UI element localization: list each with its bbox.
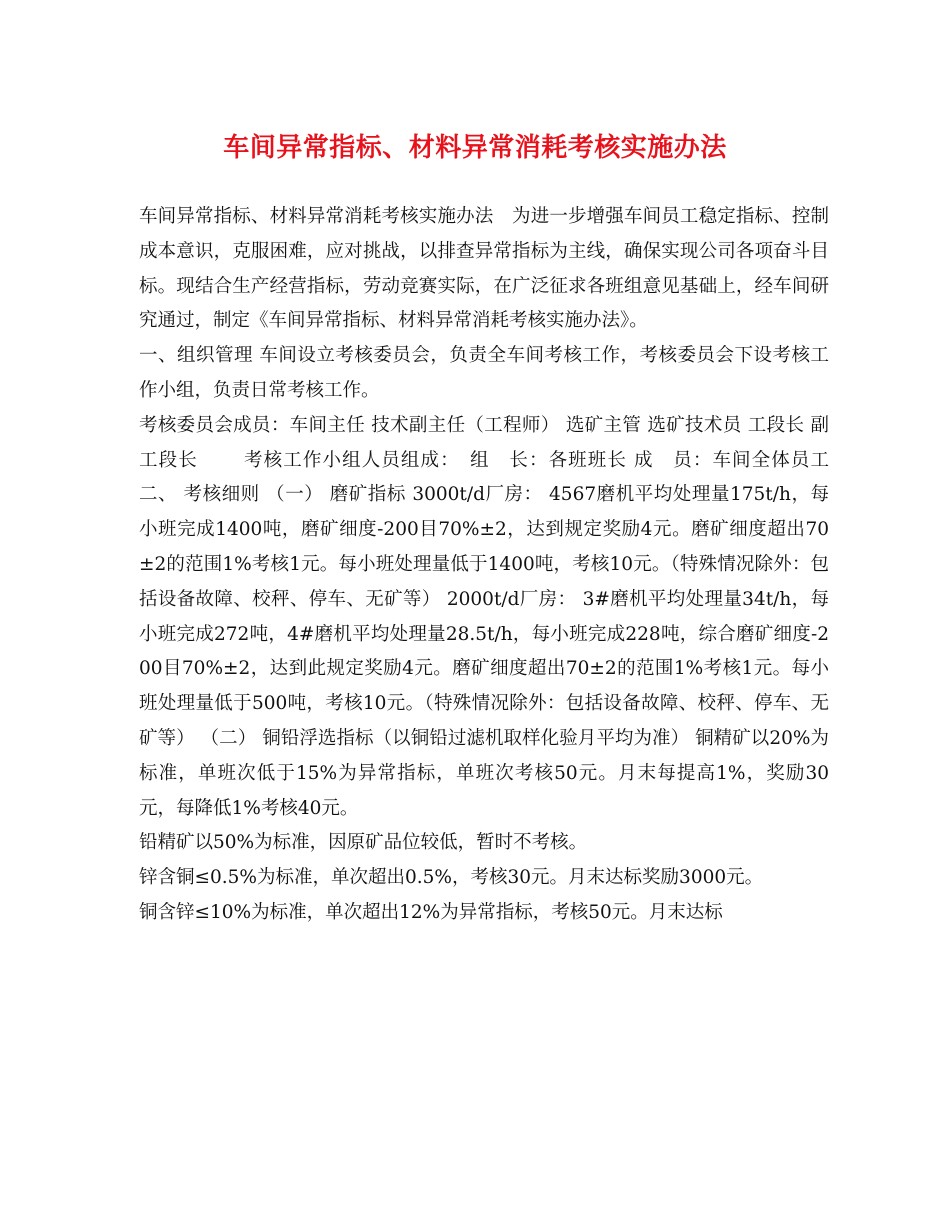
paragraph-copper-zinc: 铜含锌≤10%为标准，单次超出12%为异常指标，考核50元。月末达标	[139, 901, 723, 923]
document-body	[139, 200, 829, 931]
paragraph-assessment-details: 考核委员会成员：车间主任 技术副主任（工程师） 选矿主管 选矿技术员 工段长 副工段长 考核工作小组人员组成： 组 长：各班班长 成 员：车间全体员工 二、 考核细则 （一） 磨矿指标 3000t/d厂房： 4567磨机平均处理量175t/h，每小班完成1400吨，磨矿细度-200目70%±2，达到规定奖励4元。磨矿细度超出70±2的范围1%考核1元。每小班处理量低于1400吨，考核10元。（特殊情况除外：包括设备故障、校秤、停车、无矿等） 2000t/d厂房： 3#磨机平均处理量34t/h，每小班完成272吨，4#磨机平均处理量28.5t/h，每小班完成228吨，综合磨矿细度-200目70%±2，达到此规定奖励4元。磨矿细度超出70±2的范围1%考核1元。每小班处理量低于500吨，考核10元。（特殊情况除外：包括设备故障、校秤、停车、无矿等） （二） 铜铅浮选指标（以铜铅过滤机取样化验月平均为准） 铜精矿以20%为标准，单班次低于15%为异常指标，单班次考核50元。月末每提高1%，奖励30元，每降低1%考核40元。	[139, 414, 829, 819]
paragraph-zinc-copper: 锌含铜≤0.5%为标准，单次超出0.5%，考核30元。月末达标奖励3000元。	[139, 867, 764, 889]
paragraph-lead-concentrate: 铅精矿以50%为标准，因原矿品位较低，暂时不考核。	[139, 832, 588, 854]
paragraph-intro: 车间异常指标、材料异常消耗考核实施办法 为进一步增强车间员工稳定指标、控制成本意识，克服困难，应对挑战，以排查异常指标为主线，确保实现公司各项奋斗目标。现结合生产经营指标，劳动竞赛实际，在广泛征求各班组意见基础上，经车间研究通过，制定《车间异常指标、材料异常消耗考核实施办法》。	[139, 206, 829, 332]
document-title: 车间异常指标、材料异常消耗考核实施办法	[223, 133, 727, 163]
paragraph-organization: 一、组织管理 车间设立考核委员会，负责全车间考核工作，考核委员会下设考核工作小组，负责日常考核工作。	[139, 345, 829, 401]
